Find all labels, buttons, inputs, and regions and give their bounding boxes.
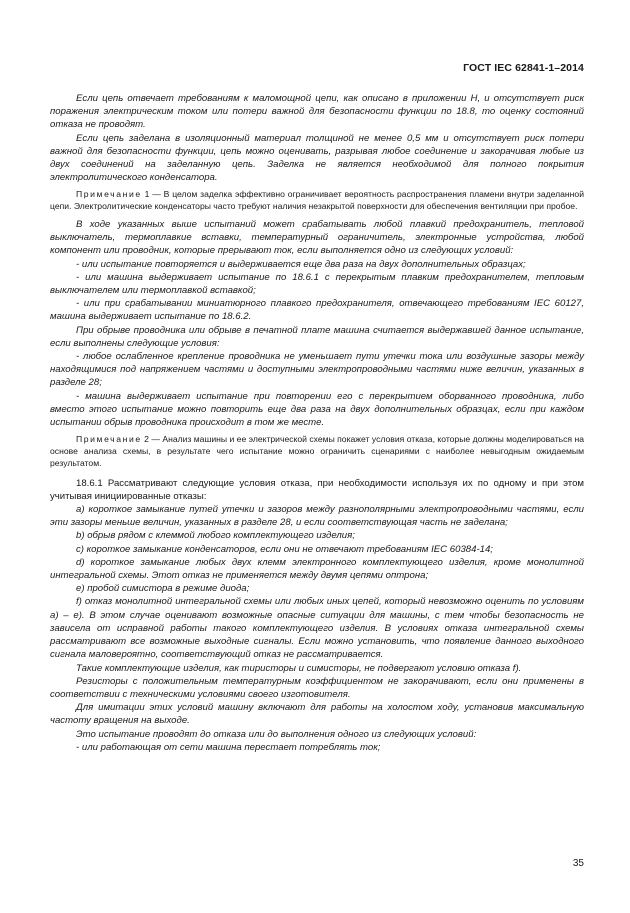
list-item: b) обрыв рядом с клеммой любого комплектующего изделия; bbox=[76, 530, 355, 542]
paragraph: При обрыве проводника или обрыве в печатной плате машина считается выдержавшей данное испытание, если выполнены следующие условия: bbox=[50, 324, 584, 349]
note-label: Примечание bbox=[76, 189, 142, 200]
page-number: 35 bbox=[572, 858, 584, 869]
note-text: 1 — В целом заделка эффективно ограничивает вероятность распространения пламени внутри заделанной цепи. Электролитические конденсаторы часто требуют наличия незакрытой поверхности для обеспечения вентиляции при пробое. bbox=[50, 189, 585, 212]
list-item: - или машина выдерживает испытание по 18.6.1 с перекрытым плавким предохранителем, тепловым выключателем или термоплавкой вставкой; bbox=[50, 271, 584, 297]
list-item: c) короткое замыкание конденсаторов, если они не отвечают требованиям IEC 60384-14; bbox=[76, 543, 493, 555]
paragraph: Если цепь отвечает требованиям к маломощной цепи, как описано в приложении Н, и отсутствует риск поражения электрическим током или потери важной для безопасности функции по 18.8, то оценку состояний отказа не проводят. bbox=[50, 93, 584, 131]
clause-number: 18.6.1 bbox=[76, 477, 103, 489]
document-code: ГОСТ IEC 62841-1–2014 bbox=[463, 62, 584, 74]
paragraph: Если цепь заделана в изоляционный материал толщиной не менее 0,5 мм и отсутствует риск потери важной для безопасности функции, цепь можно оценивать, разрывая любое соединение и закорачивая любые из двух соединений на заделанную цепь. Заделка не является необходимой для полного покрытия электролитического конденсатора. bbox=[50, 132, 584, 184]
list-item: - или при срабатывании миниатюрного плавкого предохранителя, отвечающего требованиям IEC 60127, машина выдерживает испытание по 18.6.2. bbox=[50, 298, 584, 323]
list-item: f) отказ монолитной интегральной схемы или любых иных цепей, который невозможно оценить по условиям а) – е). В этом случае оценивают возможные опасные ситуации для машины, с тем чтобы безопасность не зависела от исправной работы такого комплектующего изделия. В условиях отказа интегральной схемы рассматривают все возможные выходные сигналы. Если можно установить, что появление данного выходного сигнала маловероятно, соответствующий отказ не рассматривается. bbox=[50, 596, 584, 661]
paragraph: Такие комплектующие изделия, как тиристоры и симисторы, не подвергают условию отказа f). bbox=[76, 662, 522, 674]
paragraph: Резисторы с положительным температурным коэффициентом не закорачивают, если они применены в соответствии с техническими условиями своего изготовителя. bbox=[50, 675, 584, 700]
note-1 bbox=[50, 189, 584, 213]
list-item: а) короткое замыкание путей утечки и зазоров между разнополярными электропроводными частями, если эти зазоры меньше величин, указанных в разделе 28, и если соответствующая часть не заделана; bbox=[50, 504, 584, 529]
note-2 bbox=[50, 434, 584, 469]
paragraph: В ходе указанных выше испытаний может срабатывать любой плавкий предохранитель, тепловой выключатель, термоплавкие вставки, температурный ограничитель, электронные устройства, любой компонент или проводник, которые прерывают ток, если выполняется одно из следующих условий: bbox=[50, 219, 584, 257]
list-item: - или работающая от сети машина перестает потреблять ток; bbox=[76, 741, 381, 753]
paragraph: Для имитации этих условий машину включают для работы на холостом ходу, установив максимальную частоту вращения на выходе. bbox=[50, 702, 584, 727]
clause-18-6-1 bbox=[50, 477, 584, 503]
list-item: - любое ослабленное крепление проводника не уменьшает пути утечки тока или воздушные зазоры между находящимися под напряжением частями и доступными электропроводными частями ниже величин, указанных в разделе 28; bbox=[50, 351, 584, 389]
paragraph: Это испытание проводят до отказа или до выполнения одного из следующих условий: bbox=[76, 728, 477, 740]
list-item: e) пробой симистора в режиме диода; bbox=[76, 583, 250, 595]
list-item: - машина выдерживает испытание при повторении его с перекрытием оборванного проводника, либо вместо этого испытание можно повторить еще два раза на двух дополнительных образцах, если при каждом испытании обрыв проводника происходит в том же месте. bbox=[50, 390, 584, 429]
page-body bbox=[50, 92, 584, 754]
list-item: d) короткое замыкание любых двух клемм электронного комплектующего изделия, кроме монолитной интегральной схемы. Этот отказ не применяется между двумя цепями оптрона; bbox=[50, 556, 584, 582]
clause-text: Рассматривают следующие условия отказа, при необходимости используя их по одному и при этом учитывая инициированные отказы: bbox=[50, 477, 584, 502]
note-label: Примечание bbox=[76, 434, 142, 445]
note-text: 2 — Анализ машины и ее электрической схемы покажет условия отказа, которые должны моделироваться на основе анализа схемы, в результате чего испытание можно ограничить сценариями с наиболее невыгодным ожидаемым результатом. bbox=[50, 434, 584, 468]
list-item: - или испытание повторяется и выдерживается еще два раза на двух дополнительных образцах; bbox=[76, 258, 526, 270]
